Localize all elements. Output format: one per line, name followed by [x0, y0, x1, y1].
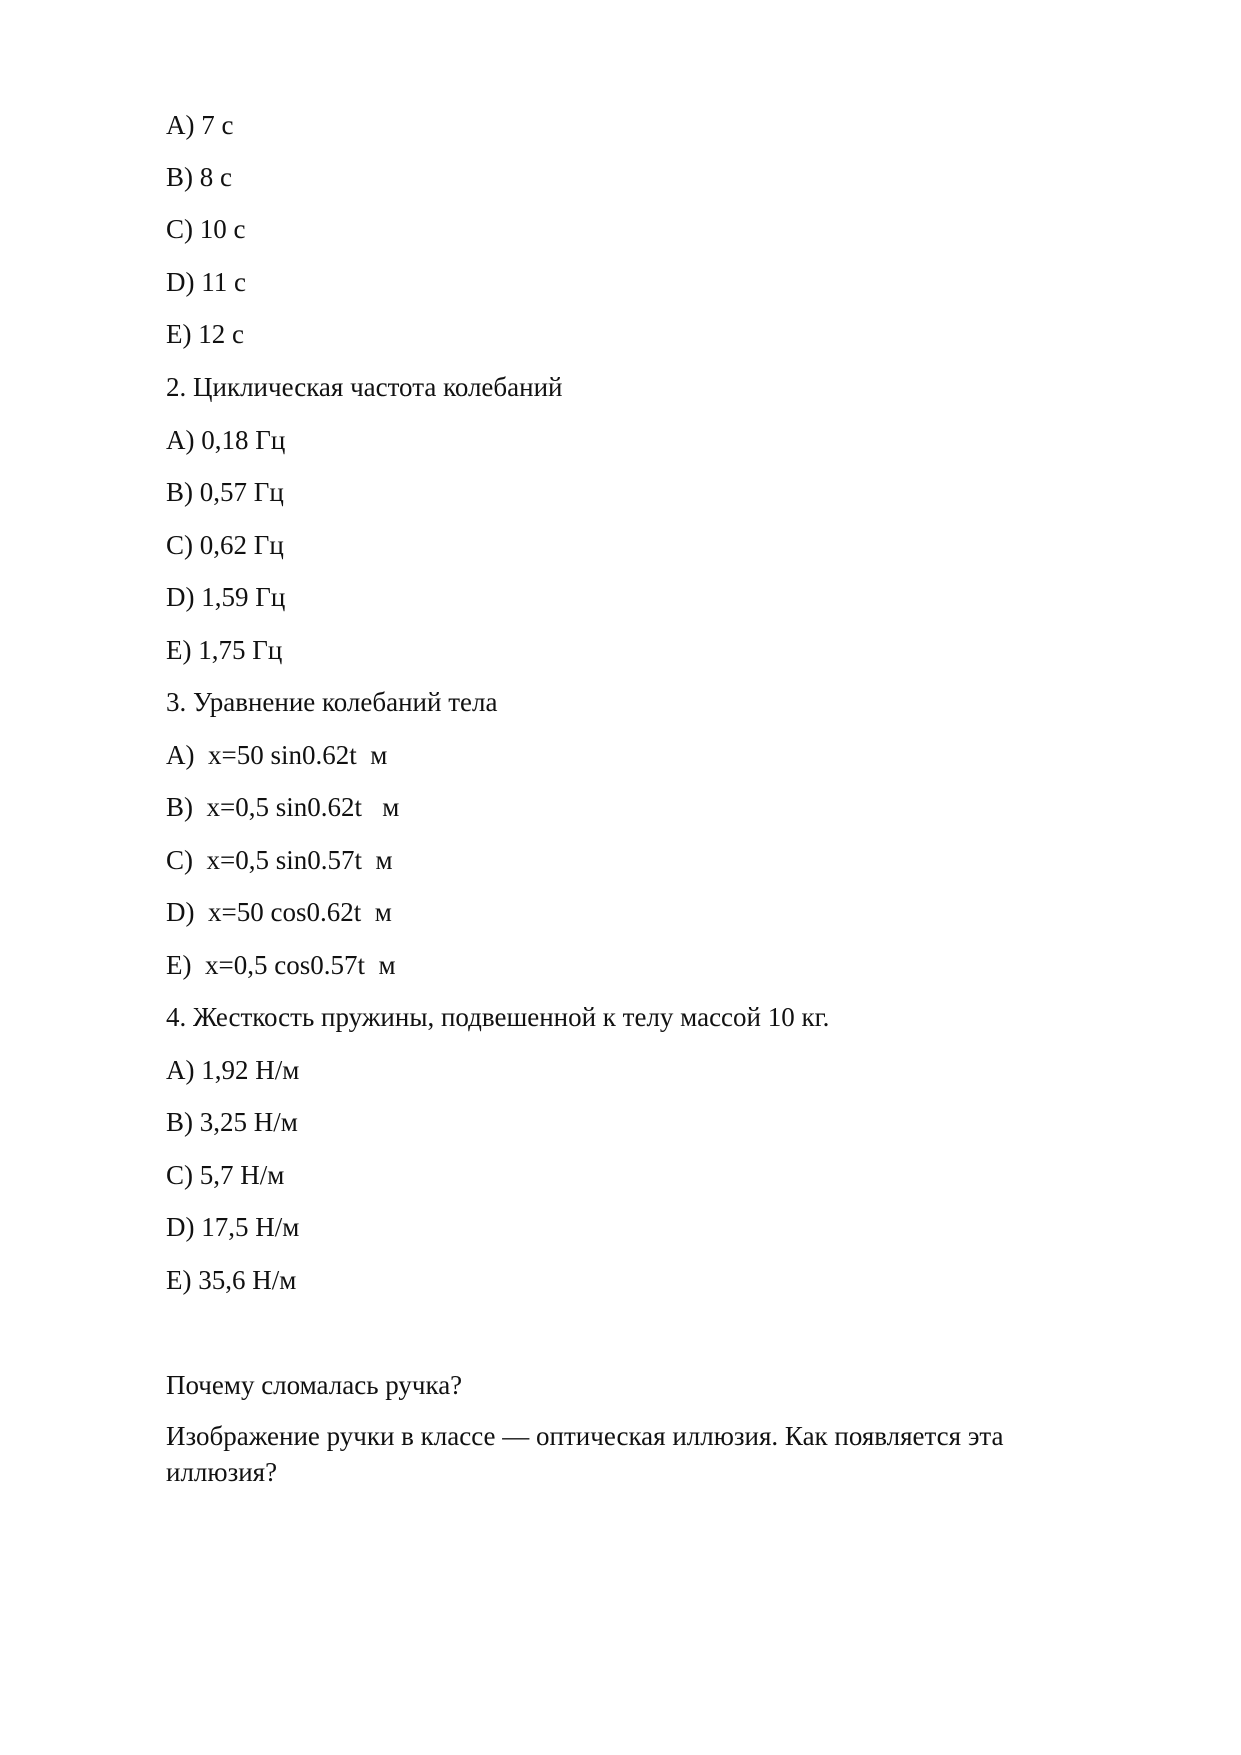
q3-question: 3. Уравнение колебаний тела: [166, 687, 498, 717]
q4-option-d: D) 17,5 Н/м: [166, 1212, 300, 1242]
q3-option-a: A) x=50 sin0.62t м: [166, 740, 388, 770]
extra-question-1: Почему сломалась ручка?: [166, 1370, 463, 1400]
q4-option-a: A) 1,92 Н/м: [166, 1055, 300, 1085]
q3-option-b: B) x=0,5 sin0.62t м: [166, 792, 400, 822]
extra-question-2: Изображение ручки в классе — оптическая иллюзия. Как появляется эта иллюзия?: [166, 1421, 1004, 1487]
q4-option-c: C) 5,7 Н/м: [166, 1160, 285, 1190]
q1-option-e: E) 12 c: [166, 319, 244, 349]
q2-option-c: C) 0,62 Гц: [166, 530, 284, 560]
q2-question: 2. Циклическая частота колебаний: [166, 372, 563, 402]
q1-option-d: D) 11 c: [166, 267, 246, 297]
q2-option-d: D) 1,59 Гц: [166, 582, 286, 612]
q1-option-a: A) 7 c: [166, 110, 234, 140]
q4-option-e: E) 35,6 Н/м: [166, 1265, 297, 1295]
q3-option-e: E) x=0,5 cos0.57t м: [166, 950, 396, 980]
q1-option-c: C) 10 c: [166, 214, 246, 244]
q4-question: 4. Жесткость пружины, подвешенной к телу массой 10 кг.: [166, 1002, 830, 1032]
q2-option-b: B) 0,57 Гц: [166, 477, 284, 507]
q2-option-e: E) 1,75 Гц: [166, 635, 283, 665]
q1-option-b: B) 8 c: [166, 162, 232, 192]
q4-option-b: B) 3,25 Н/м: [166, 1107, 298, 1137]
q3-option-c: C) x=0,5 sin0.57t м: [166, 845, 393, 875]
q2-option-a: A) 0,18 Гц: [166, 425, 286, 455]
q3-option-d: D) x=50 cos0.62t м: [166, 897, 392, 927]
